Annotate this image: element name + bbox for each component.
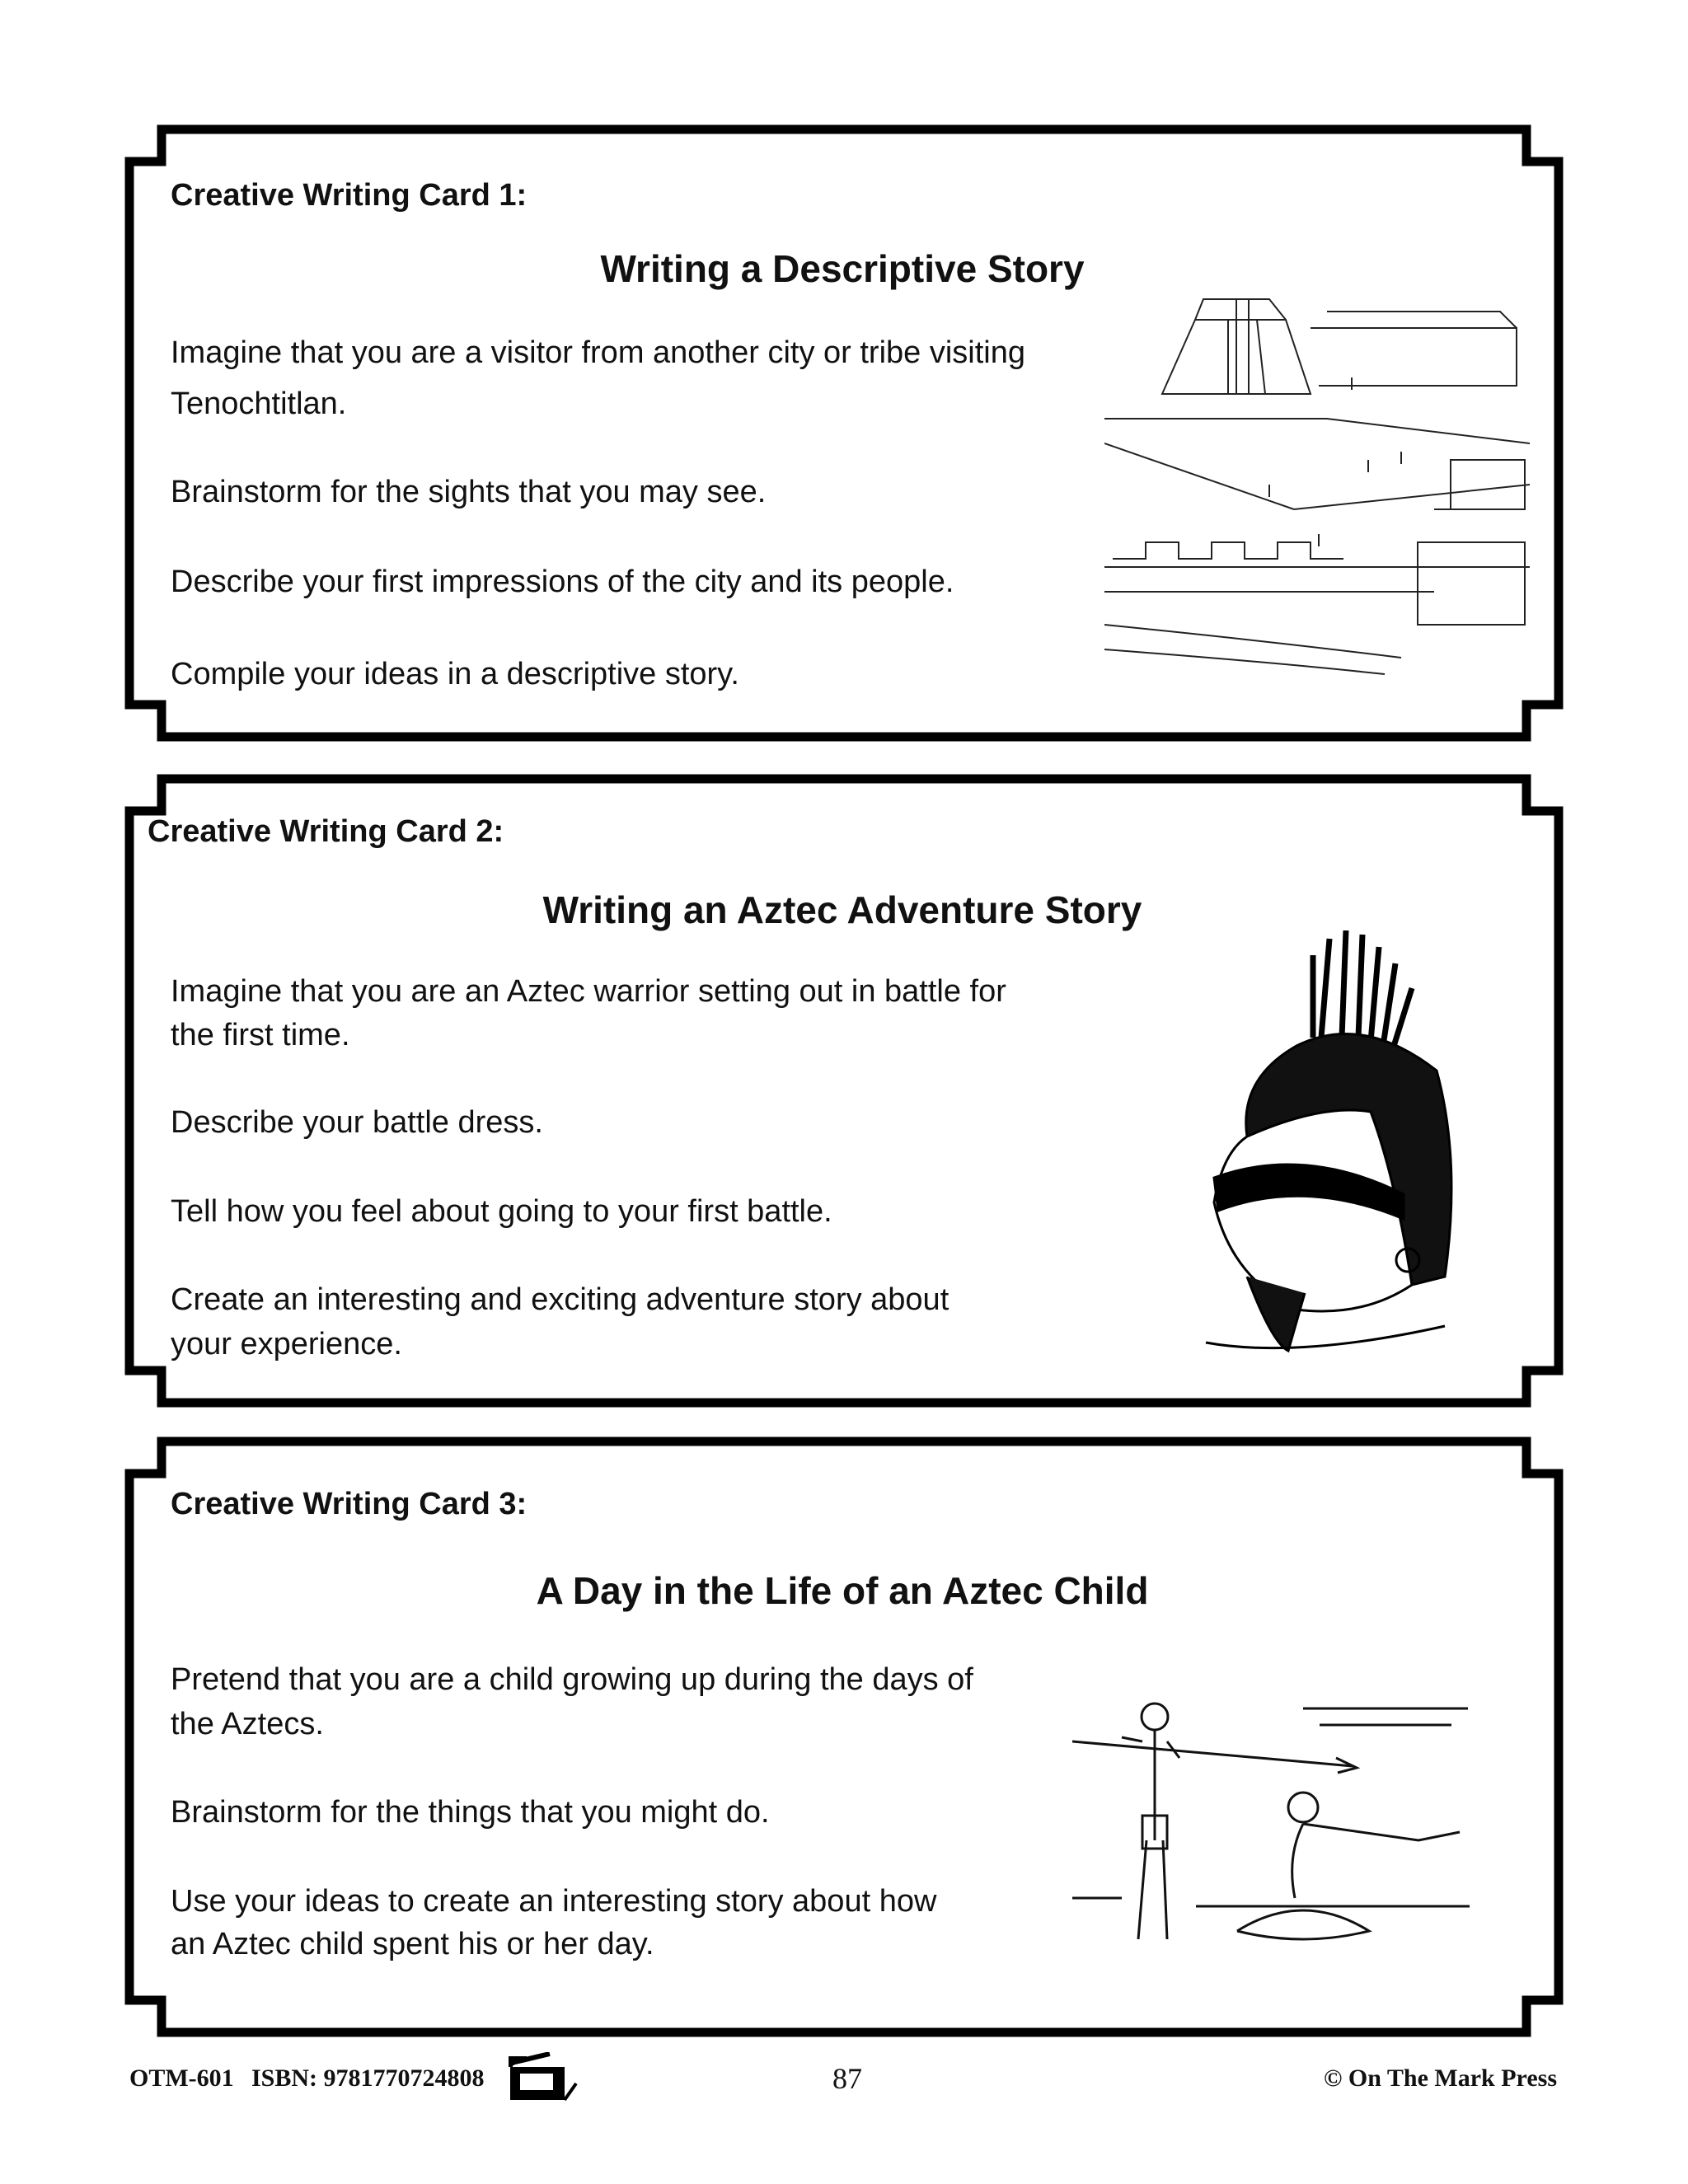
card-text: an Aztec child spent his or her day.: [171, 1927, 654, 1961]
card-title: Writing an Aztec Adventure Story: [542, 888, 1142, 931]
aztec-children-illustration: [1072, 1692, 1470, 1971]
card-text: Describe your battle dress.: [171, 1105, 543, 1140]
card-text: Create an interesting and exciting adventure story about: [171, 1282, 950, 1317]
card-text: Tell how you feel about going to your first battle.: [171, 1194, 832, 1229]
card-text: Brainstorm for the things that you might do.: [171, 1795, 770, 1830]
photocopier-icon: [509, 2052, 603, 2102]
card-text: Describe your first impressions of the city and its people.: [171, 565, 954, 599]
footer-isbn: ISBN: 9781770724808: [251, 2064, 485, 2092]
aztec-warrior-illustration: [1198, 930, 1490, 1380]
tenochtitlan-city-illustration: [1104, 295, 1530, 680]
page-number: 87: [832, 2062, 862, 2095]
card-title: A Day in the Life of an Aztec Child: [536, 1569, 1149, 1612]
card-label: Creative Writing Card 1:: [171, 178, 528, 213]
card-text: Pretend that you are a child growing up during the days of: [171, 1662, 973, 1697]
card-text: Compile your ideas in a descriptive story.: [171, 657, 739, 691]
card-text: the first time.: [171, 1018, 350, 1052]
card-label: Creative Writing Card 3:: [171, 1487, 528, 1521]
card-text: Imagine that you are an Aztec warrior setting out in battle for: [171, 974, 1006, 1009]
card-text: Use your ideas to create an interesting story about how: [171, 1884, 937, 1919]
card-text: Tenochtitlan.: [171, 387, 347, 421]
card-label: Creative Writing Card 2:: [148, 814, 504, 849]
card-text: Imagine that you are a visitor from another city or tribe visiting: [171, 335, 1026, 370]
card-text: your experience.: [171, 1327, 402, 1361]
card-text: Brainstorm for the sights that you may see.: [171, 475, 767, 509]
card-title: Writing a Descriptive Story: [600, 247, 1085, 290]
footer-code: OTM-601: [129, 2064, 234, 2092]
footer-publisher: © On The Mark Press: [1324, 2064, 1557, 2092]
card-text: the Aztecs.: [171, 1707, 324, 1741]
